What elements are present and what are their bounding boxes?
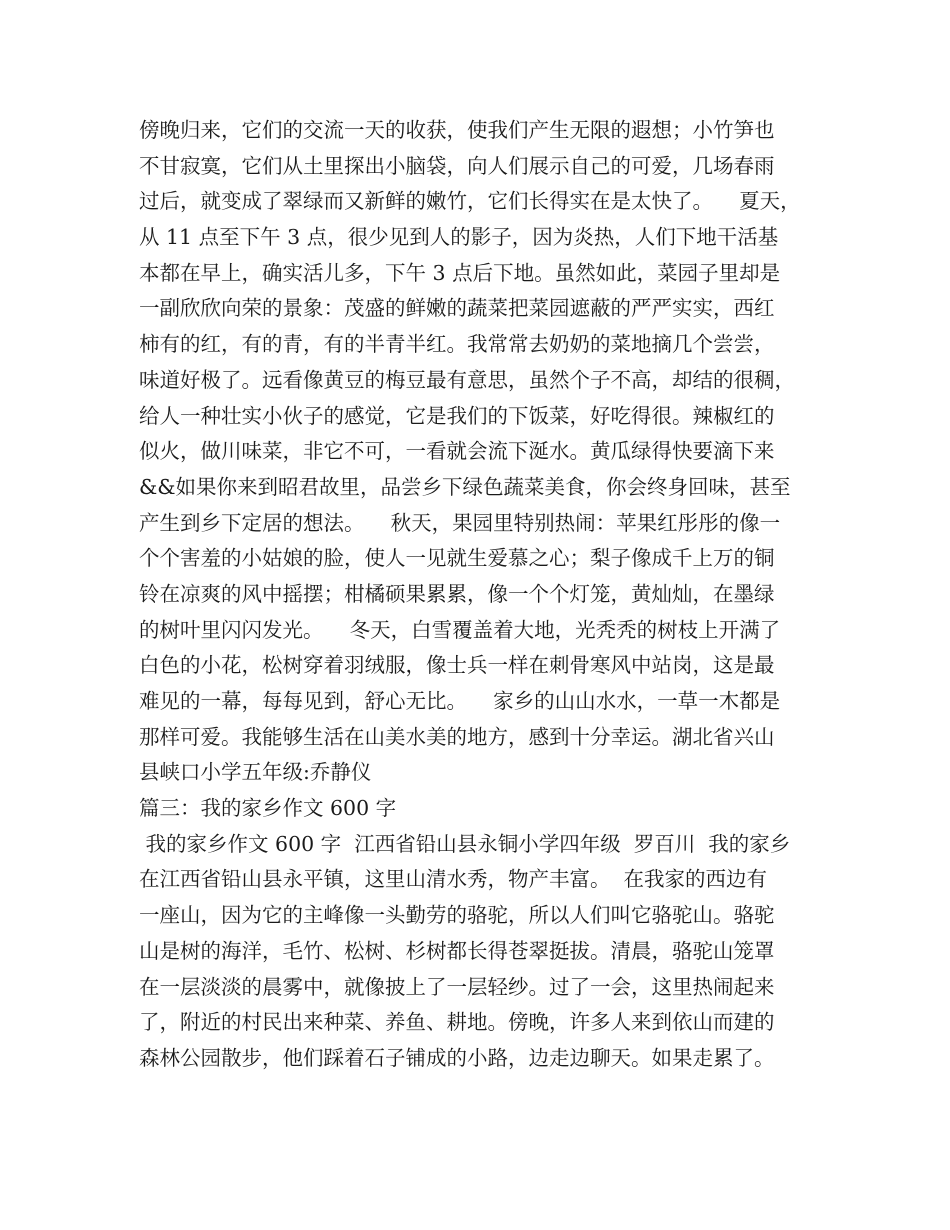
text-line: 产生到乡下定居的想法。 秋天，果园里特别热闹：苹果红彤彤的像一 — [139, 510, 781, 535]
section-heading: 篇三：我的家乡作文 600 字 — [139, 796, 397, 821]
text-line: 我的家乡作文 600 字 江西省铅山县永铜小学四年级 罗百川 我的家乡 — [139, 831, 791, 856]
text-line: 一副欣欣向荣的景象：茂盛的鲜嫩的蔬菜把菜园遮蔽的严严实实，西红 — [139, 296, 775, 321]
text-line: 个个害羞的小姑娘的脸，使人一见就生爱慕之心；梨子像成千上万的铜 — [139, 546, 775, 571]
text-line: 白色的小花，松树穿着羽绒服，像士兵一样在刺骨寒风中站岗，这是最 — [139, 653, 775, 678]
text-line: 给人一种壮实小伙子的感觉，它是我们的下饭菜，好吃得很。辣椒红的 — [139, 403, 775, 428]
text-line: 难见的一幕，每每见到，舒心无比。 家乡的山山水水，一草一木都是 — [139, 689, 781, 713]
text-line: 柿有的红，有的青，有的半青半红。我常常去奶奶的菜地摘几个尝尝， — [139, 332, 775, 357]
text-line: 从 11 点至下午 3 点，很少见到人的影子，因为炎热，人们下地干活基 — [139, 225, 779, 250]
document-page — [139, 113, 829, 1077]
text-line: 铃在凉爽的风中摇摆；柑橘硕果累累，像一个个灯笼，黄灿灿，在墨绿 — [139, 581, 775, 606]
text-line: 似火，做川味菜，非它不可，一看就会流下涎水。黄瓜绿得快要滴下来 — [139, 439, 775, 464]
text-line: 傍晚归来，它们的交流一天的收获，使我们产生无限的遐想；小竹笋也 — [139, 118, 775, 142]
text-line: 县峡口小学五年级:乔静仪 — [139, 760, 372, 785]
text-line: 在一层淡淡的晨雾中，就像披上了一层轻纱。过了一会，这里热闹起来 — [139, 974, 775, 999]
text-line: 森林公园散步，他们踩着石子铺成的小路，边走边聊天。如果走累了。 — [139, 1045, 775, 1070]
text-line: 一座山，因为它的主峰像一头勤劳的骆驼，所以人们叫它骆驼山。骆驼 — [139, 903, 775, 928]
text-line: 过后，就变成了翠绿而又新鲜的嫩竹，它们长得实在是太快了。 夏天， — [139, 189, 801, 214]
text-line: 不甘寂寞，它们从土里探出小脑袋，向人们展示自己的可爱，几场春雨 — [139, 153, 775, 178]
text-line: 那样可爱。我能够生活在山美水美的地方，感到十分幸运。湖北省兴山 — [139, 724, 775, 749]
text-line: 在江西省铅山县永平镇，这里山清水秀，物产丰富。 在我家的西边有 — [139, 867, 768, 892]
text-line: 山是树的海洋，毛竹、松树、杉树都长得苍翠挺拔。清晨，骆驼山笼罩 — [139, 938, 775, 963]
text-line: 了，附近的村民出来种菜、养鱼、耕地。傍晚，许多人来到依山而建的 — [139, 1010, 775, 1035]
text-line: 的树叶里闪闪发光。 冬天，白雪覆盖着大地，光秃秃的树枝上开满了 — [139, 617, 781, 642]
text-line: 本都在早上，确实活儿多，下午 3 点后下地。虽然如此，菜园子里却是 — [139, 260, 781, 285]
text-line: 味道好极了。远看像黄豆的梅豆最有意思，虽然个子不高，却结的很稠， — [139, 367, 795, 392]
text-line: &&如果你来到昭君故里，品尝乡下绿色蔬菜美食，你会终身回味，甚至 — [139, 474, 791, 499]
